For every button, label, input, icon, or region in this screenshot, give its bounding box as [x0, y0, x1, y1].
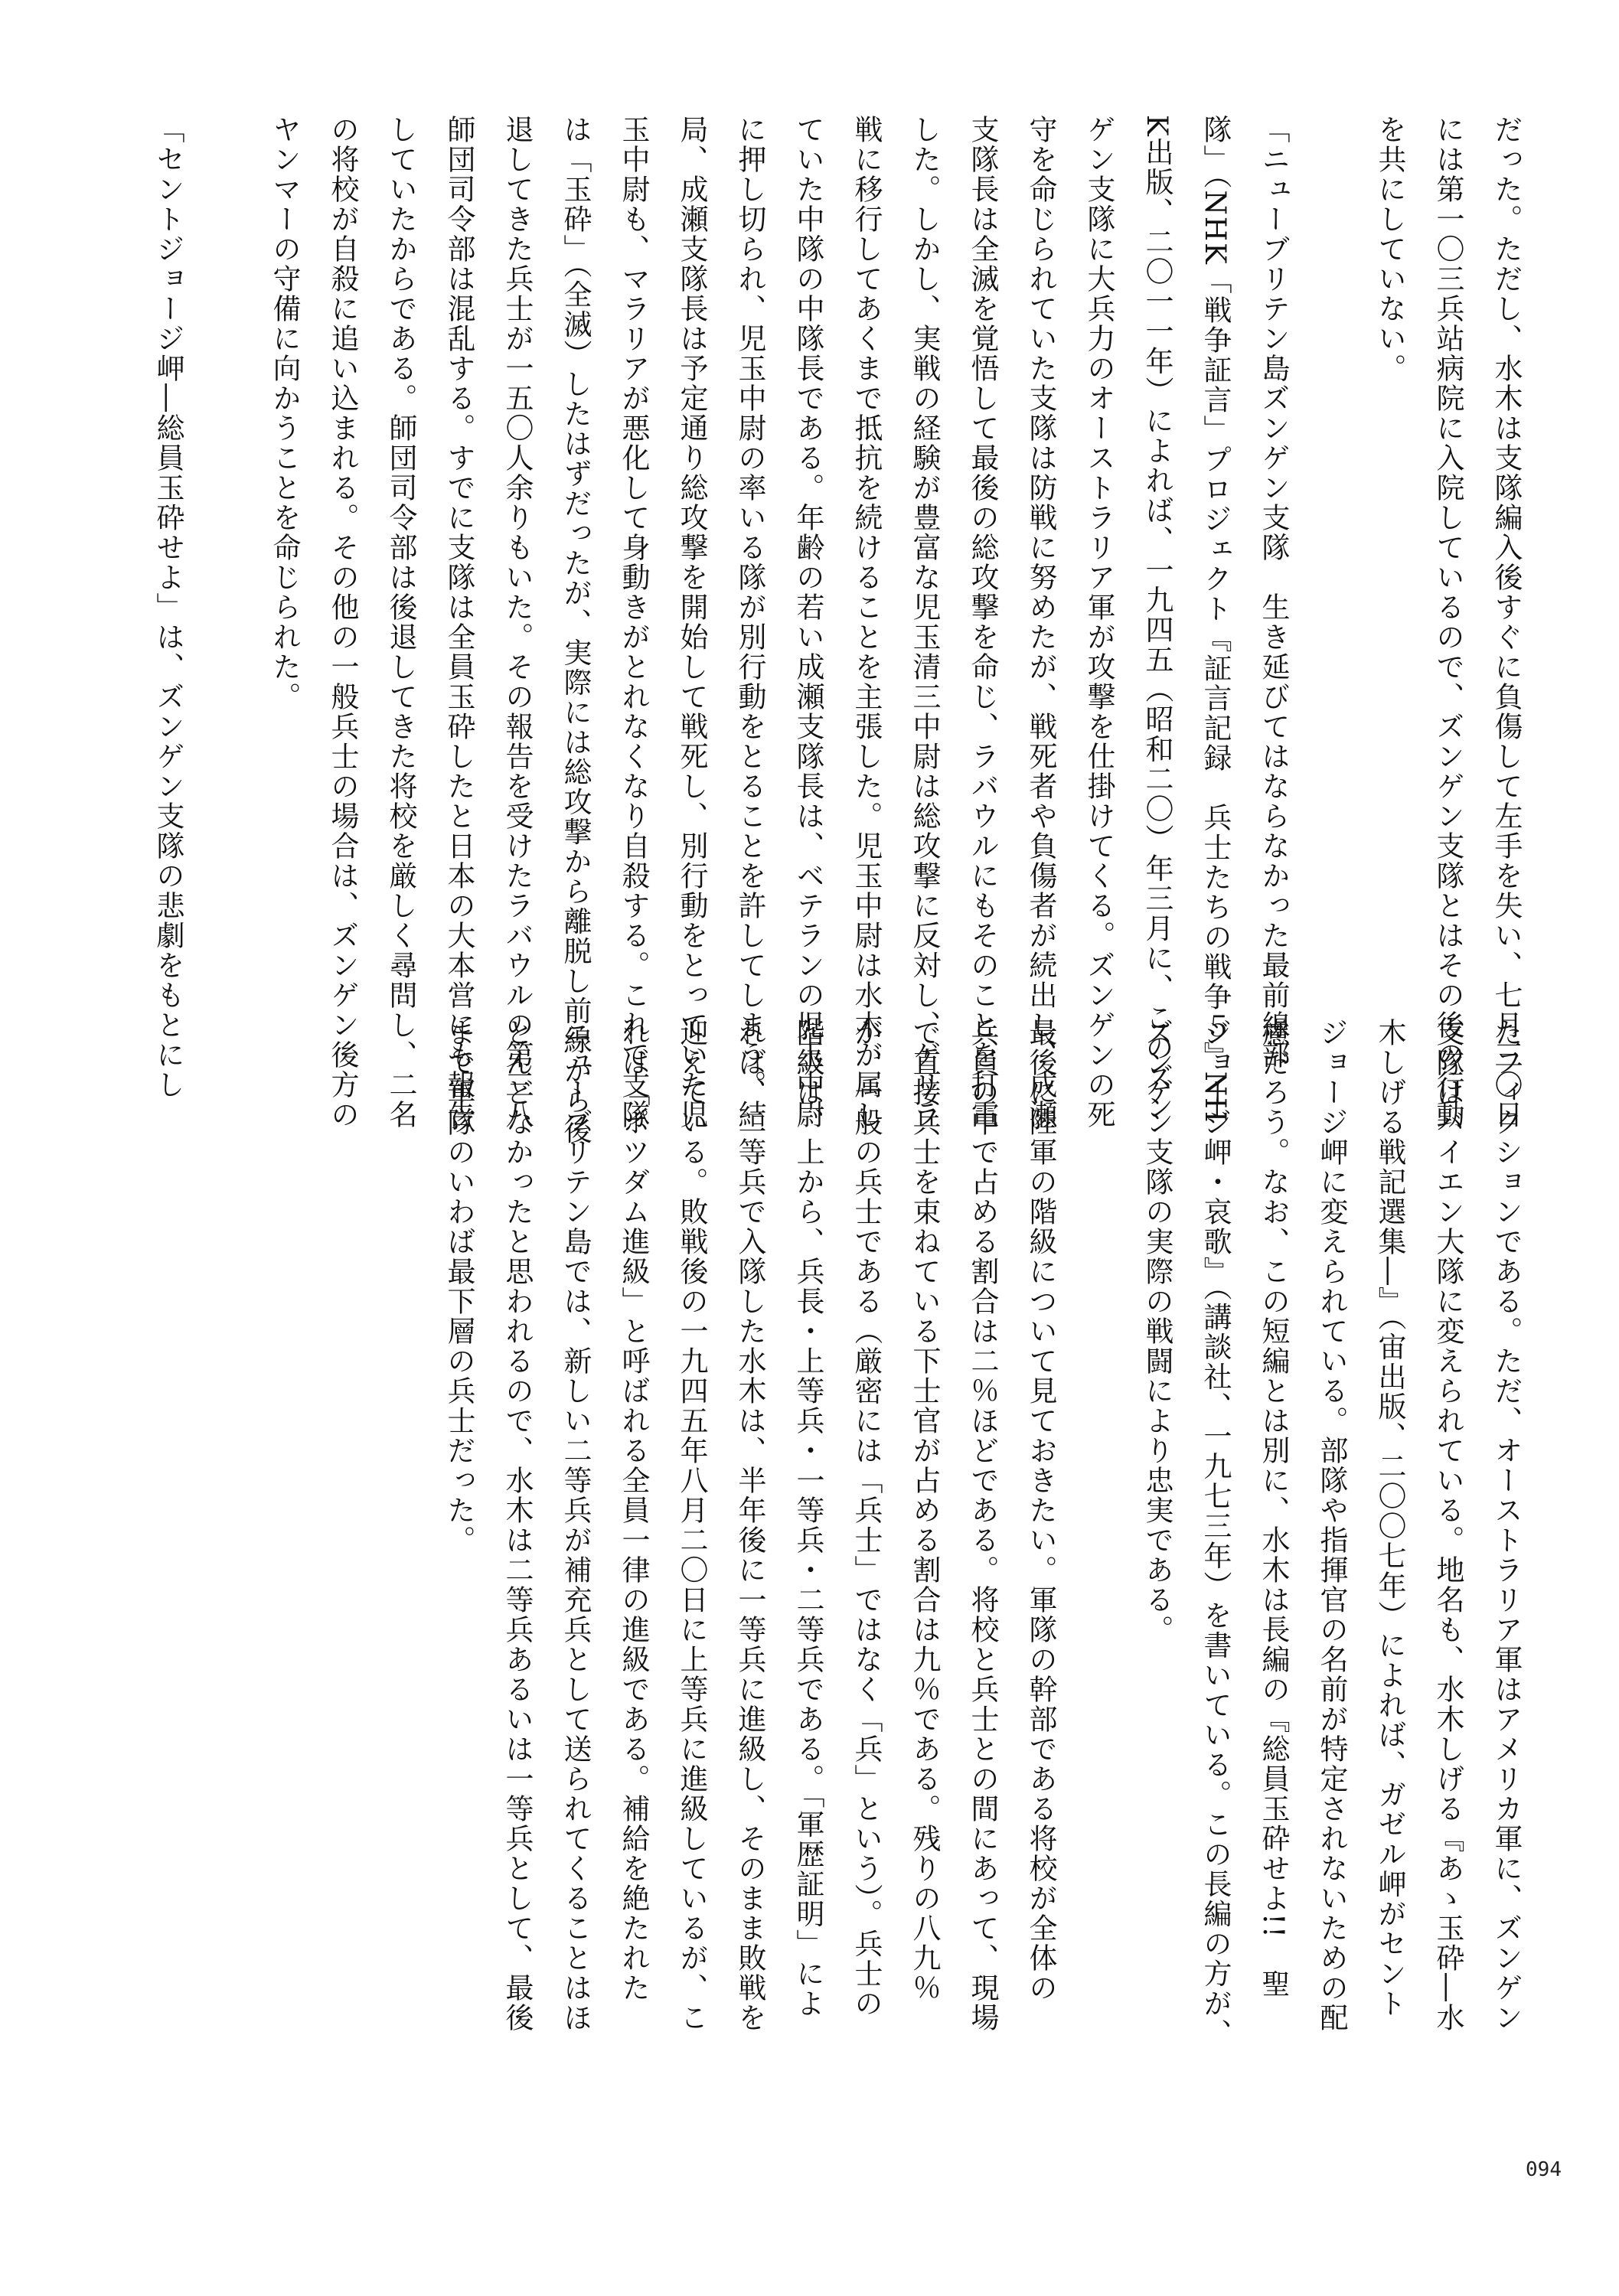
upper-text-block [152, 115, 1535, 1146]
text-column: 「セントジョージ岬―総員玉砕せよ」は、ズンゲン支隊の悲劇をもとにし [152, 115, 184, 1100]
text-column [197, 115, 255, 1110]
text-column: まで軍隊のいわば最下層の兵士だった。 [442, 1018, 475, 1555]
text-column: の将校が自殺に追い込まれる。その他の一般兵士の場合は、ズンゲン後方の [326, 115, 359, 1130]
text-column: 支隊長は全滅を覚悟して最後の総攻撃を命じ、ラバウルにもそのことを打電 [966, 115, 999, 1130]
text-column: たフィクションである。ただ、オーストラリア軍はアメリカ軍に、ズンゲン [1490, 1018, 1523, 2033]
text-column: 戦に移行してあくまで抵抗を続けることを主張した。児玉中尉は水木が属し [850, 115, 883, 1130]
text-column: れば、二等兵で入隊した水木は、半年後に一等兵に進級し、そのまま敗戦を [733, 1018, 766, 2033]
text-column: ていた中隊の中隊長である。年齢の若い成瀬支隊長は、ベテランの児玉中尉 [792, 115, 824, 1130]
text-column: 退してきた兵士が一五〇人余りもいた。その報告を受けたラバウルの第三八 [501, 115, 534, 1130]
text-column: 玉中尉も、マラリアが悪化して身動きがとれなくなり自殺する。これで支隊 [617, 115, 650, 1130]
text-column: K出版、二〇一一年）によれば、一九四五（昭和二〇）年三月に、このズン [1141, 115, 1173, 1123]
text-column: 最後に陸軍の階級について見ておきたい。軍隊の幹部である将校が全体の [1024, 1018, 1057, 2003]
text-column: 木しげる戦記選集―』（宙出版、二〇〇七年）によれば、ガゼル岬がセント [1373, 1018, 1406, 2019]
text-column: に押し切られ、児玉中尉の率いる隊が別行動をとることを許してしまう。結 [733, 115, 766, 1130]
text-column: だった。ただし、水木は支隊編入後すぐに負傷して左手を失い、七月三〇日 [1490, 115, 1523, 1130]
text-column: ニューブリテン島では、新しい二等兵が補充兵として送られてくることはほ [559, 1018, 592, 2033]
text-column: 階級は、上から、兵長・上等兵・一等兵・二等兵である。「軍歴証明」によ [792, 1018, 824, 2019]
text-column: ヤンマーの守備に向かうことを命じられた。 [268, 115, 301, 712]
text-column: 隊」（NHK「戦争証言」プロジェクト『証言記録 兵士たちの戦争５』NH [1199, 115, 1232, 1124]
text-column: 「ニューブリテン島ズンゲン支隊 生き延びてはならなかった最前線部 [1257, 115, 1290, 1070]
text-column: 兵員の中で占める割合は二％ほどである。将校と兵士との間にあって、現場 [966, 1018, 999, 2033]
text-column: とんどなかったと思われるので、水木は二等兵あるいは一等兵として、最後 [501, 1018, 534, 2033]
text-column: は「玉砕」（全滅）したはずだったが、実際には総攻撃から離脱し前線から後 [559, 115, 592, 1146]
page-number: 094 [1526, 2158, 1562, 2181]
text-column: で直接兵士を束ねている下士官が占める割合は九％である。残りの八九％ [908, 1018, 941, 2003]
text-column: が、一般の兵士である（厳密には「兵士」ではなく「兵」という）。兵士の [850, 1018, 883, 2019]
text-column: ズンゲン支隊の実際の戦闘により忠実である。 [1141, 1018, 1173, 1645]
text-column: を共にしていない。 [1373, 115, 1406, 383]
lower-text-block [364, 1018, 1535, 2074]
text-column: 慮だろう。なお、この短編とは別に、水木は長編の『総員玉砕せよ!! 聖 [1257, 1018, 1290, 1999]
text-column: していたからである。師団司令部は後退してきた将校を厳しく尋問し、二名 [384, 115, 417, 1130]
text-column: ゲン支隊に大兵力のオーストラリア軍が攻撃を仕掛けてくる。ズンゲンの死 [1082, 115, 1115, 1130]
text-column: 師団司令部は混乱する。すでに支隊は全員玉砕したと日本の大本営にも報告 [442, 115, 475, 1130]
text-column [1069, 1018, 1128, 2074]
text-column: ジョージ岬に変えられている。部隊や指揮官の名前が特定されないための配 [1315, 1018, 1348, 2033]
text-column: 局、成瀬支隊長は予定通り総攻撃を開始して戦死し、別行動をとっていた児 [675, 115, 708, 1130]
text-column: 迎えている。敗戦後の一九四五年八月二〇日に上等兵に進級しているが、こ [675, 1018, 708, 2033]
text-column: 支隊はバイエン大隊に変えられている。地名も、水木しげる『あゝ玉砕―水 [1431, 1018, 1464, 2033]
text-column: れは「ポツダム進級」と呼ばれる全員一律の進級である。補給を絶たれた [617, 1018, 650, 2003]
text-column [1302, 115, 1360, 1110]
text-column: 守を命じられていた支隊は防戦に努めたが、戦死者や負傷者が続出し、成瀬 [1024, 115, 1057, 1130]
text-column: には第一〇三兵站病院に入院しているので、ズンゲン支隊とはその後の行動 [1431, 115, 1464, 1130]
text-column: ジョージ岬・哀歌』（講談社、一九七三年）を書いている。この長編の方が、 [1199, 1018, 1232, 2049]
text-column: した。しかし、実戦の経験が豊富な児玉清三中尉は総攻撃に反対し、ゲリラ [908, 115, 941, 1130]
